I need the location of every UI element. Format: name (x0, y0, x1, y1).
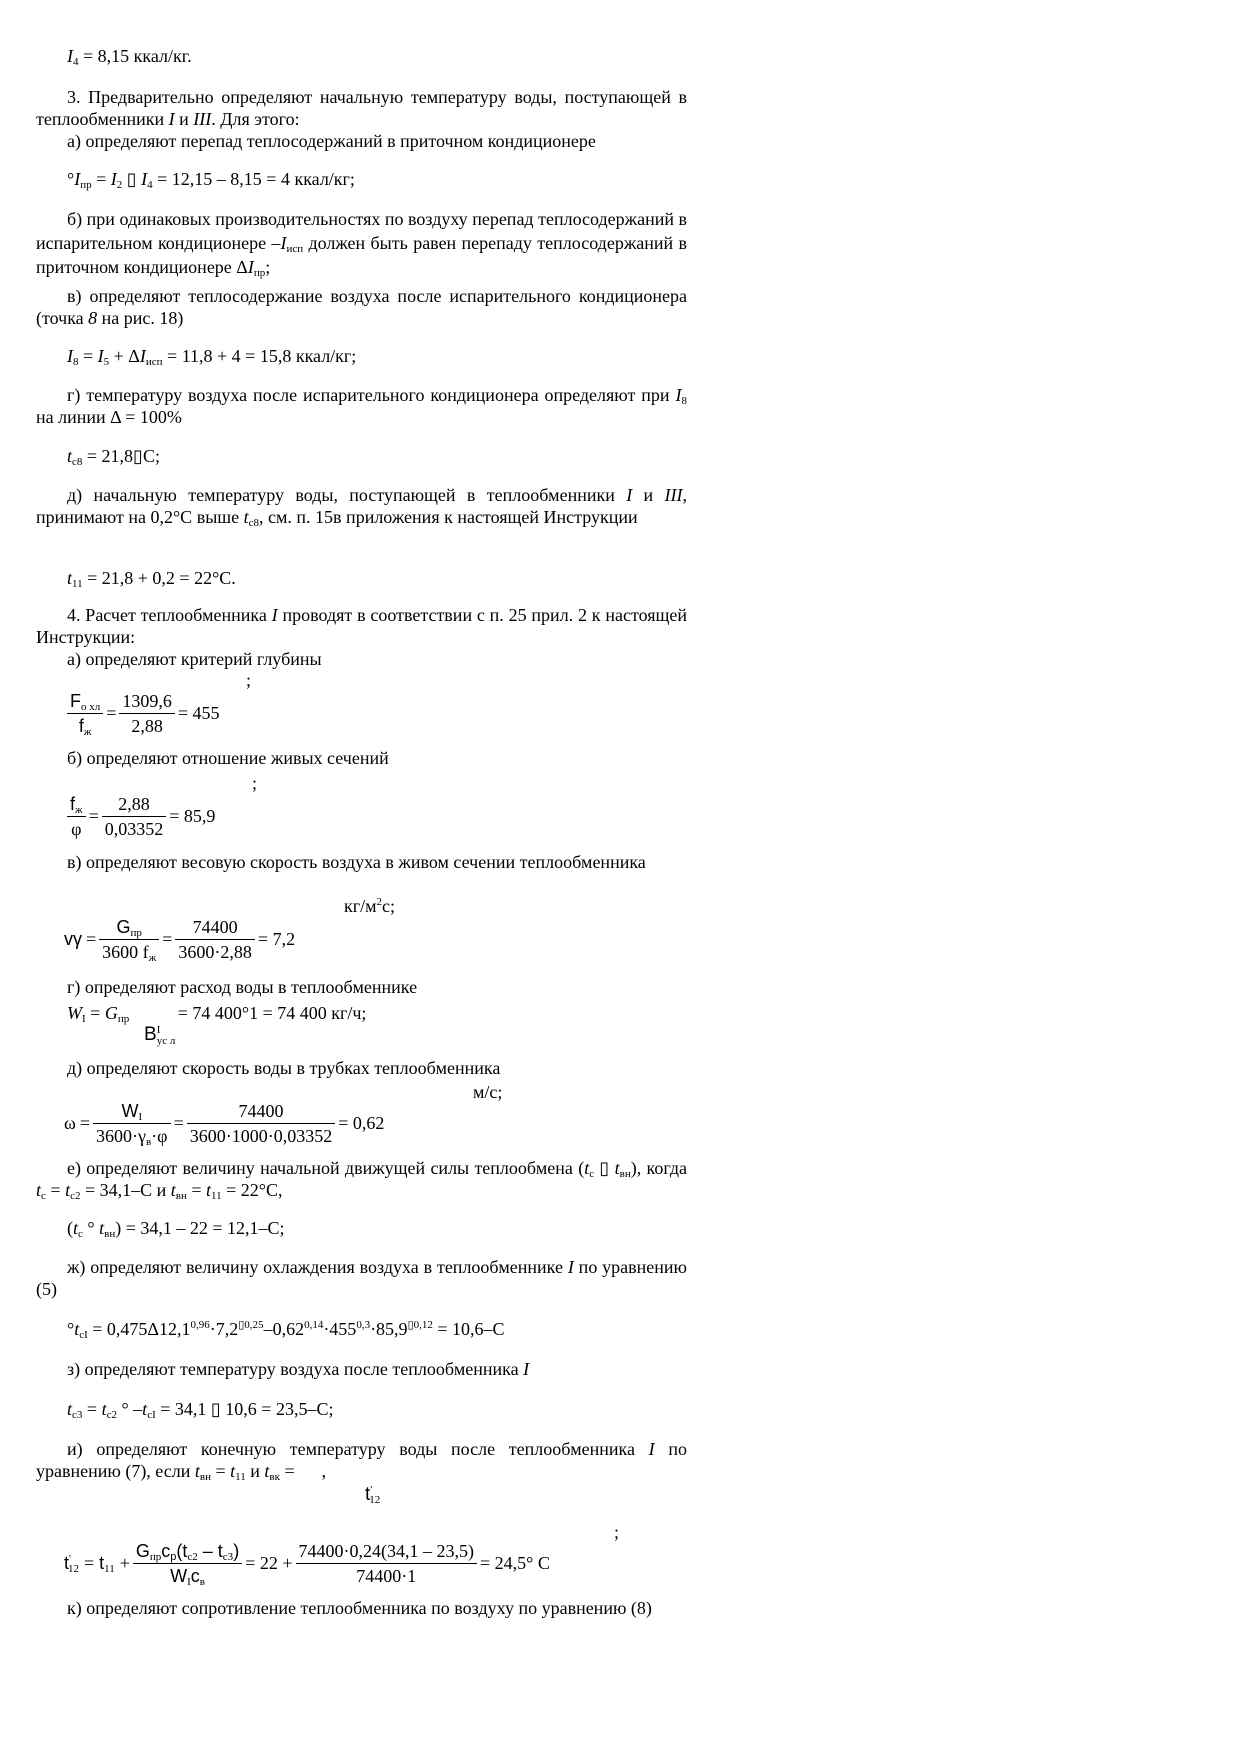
text: = 34,1–С и (80, 1180, 171, 1200)
t11 (99, 1553, 115, 1574)
roman-i: I (626, 485, 633, 505)
var-t: t (74, 1319, 80, 1339)
formula-air-cooling (67, 1318, 505, 1340)
formula-text: = 21,8 + 0,2 = 22°С. (82, 568, 236, 588)
var-f: f (78, 716, 84, 736)
var-f: F (70, 691, 81, 711)
sub: в (145, 1136, 152, 1148)
numerator (133, 1540, 242, 1564)
formula-text: = 8,15 ккал/кг. (78, 46, 192, 66)
sub: ж (75, 804, 83, 816)
formula-water-velocity (64, 1100, 384, 1147)
text: = 0,475Δ12,1 (87, 1319, 191, 1339)
text: проводят в соответствии с п. 25 прил. 2 к настоящей Инструкции: (36, 605, 687, 647)
sub: 11 (235, 1471, 246, 1483)
text: ), когда (630, 1158, 687, 1178)
text: и (174, 109, 194, 129)
exponent: 0,96 (190, 1319, 210, 1331)
sub: исп (286, 243, 304, 255)
exponent: ▯0,25 (238, 1319, 264, 1331)
denominator: 3600·1000·0,03352 (189, 1126, 333, 1146)
numerator (67, 793, 86, 817)
text: в) определяют теплосодержание воздуха после испарительного кондиционера (точка (36, 286, 687, 328)
var-i: I (67, 346, 73, 366)
text: г) температуру воздуха после испарительного кондиционера определяют при (67, 385, 676, 405)
paragraph-4e (36, 1157, 687, 1201)
text: (t (176, 1541, 188, 1561)
numerator (93, 1100, 171, 1124)
denominator (93, 1124, 171, 1147)
text: е) определяют величину начальной движущей силы теплообмена ( (67, 1158, 585, 1178)
paragraph-3a: а) определяют перепад теплосодержаний в приточном кондиционере (67, 131, 596, 151)
text: = (91, 169, 111, 189)
equals: = (88, 806, 99, 826)
paragraph-4g: г) определяют расход воды в теплообменнике (67, 977, 418, 997)
roman-iii: III (664, 485, 683, 505)
sub: c (41, 1190, 46, 1202)
fraction (119, 690, 175, 737)
sub: p (170, 1551, 177, 1563)
var-t: t (142, 1399, 148, 1419)
exponent: 0,14 (304, 1319, 324, 1331)
text: = (85, 1003, 105, 1023)
fraction (67, 793, 86, 840)
sub: 8 (73, 356, 79, 368)
sub: 2 (116, 179, 123, 191)
lhs: vγ (64, 929, 82, 949)
sub: в (199, 1576, 205, 1588)
var-i: I (74, 169, 81, 189)
roman-iii: III (193, 109, 212, 129)
sub: ж (148, 952, 157, 964)
paragraph-4b: б) определяют отношение живых сечений (67, 748, 389, 768)
numerator: 1309,6 (119, 690, 175, 714)
result: = 24,5° C (479, 1553, 550, 1573)
sub: c3 (72, 1409, 83, 1421)
sub: о хл (81, 701, 101, 713)
formula-final-water-temp (64, 1540, 550, 1587)
denominator: 74400·1 (356, 1566, 417, 1586)
formula-water-flow (67, 1002, 366, 1024)
denominator: 2,88 (131, 716, 163, 736)
result: = 85,9 (169, 806, 216, 826)
fraction (67, 690, 103, 737)
roman-i: I (567, 1257, 574, 1277)
var-t: t (101, 1399, 107, 1419)
var-i: I (110, 169, 117, 189)
var-w: W (67, 1003, 82, 1023)
formula-tc3 (67, 1398, 333, 1420)
result: = 0,62 (338, 1113, 385, 1133)
text: ·φ (151, 1126, 168, 1146)
formula-text: = 34,1 ▯ 10,6 = 23,5–С; (155, 1399, 334, 1419)
var-g: G (116, 917, 131, 937)
sub: cI (79, 1329, 88, 1341)
text: + Δ (109, 346, 140, 366)
sub: c (589, 1168, 595, 1180)
sub: 12 (369, 1494, 381, 1506)
sub: вн (199, 1471, 211, 1483)
text: д) начальную температуру воды, поступающей в теплообменники (67, 485, 627, 505)
var-t: t (365, 1484, 371, 1505)
text: – t (197, 1541, 223, 1561)
text: 3600 f (102, 942, 149, 962)
sub: пр (130, 927, 142, 939)
sub: c (78, 1228, 83, 1240)
fraction (133, 1540, 242, 1587)
text: = , (279, 1461, 327, 1481)
equals: = (86, 929, 97, 949)
formula-text: ) = 34,1 – 22 = 12,1–С; (115, 1218, 285, 1238)
sub: исп (145, 356, 163, 368)
formula-i8 (67, 345, 356, 367)
var-i: I (141, 169, 148, 189)
lhs (64, 1553, 79, 1574)
sub: пр (149, 1551, 162, 1563)
sub: c8 (248, 517, 260, 529)
equals: = (79, 1113, 91, 1133)
paragraph-4i (36, 1438, 687, 1482)
result: = 455 (177, 703, 220, 723)
sub: пр (117, 1013, 130, 1025)
text: и (632, 485, 665, 505)
text: = (78, 346, 98, 366)
sub: I (187, 1576, 191, 1588)
var-w: W (170, 1566, 188, 1586)
denominator (167, 1564, 208, 1587)
text: , см. п. 15в приложения к настоящей Инструкции (259, 507, 638, 527)
numerator (67, 690, 103, 714)
var-c: c (161, 1541, 171, 1561)
text: кг/м (344, 896, 377, 916)
denominator: 3600·2,88 (178, 942, 252, 962)
paragraph-3g (36, 384, 687, 428)
sub: 4 (147, 179, 153, 191)
var-i: I (139, 346, 146, 366)
text: 4. Расчет теплообменника (67, 605, 272, 625)
text: = (82, 1399, 102, 1419)
text: з) определяют температуру воздуха после теплообменника (67, 1359, 524, 1379)
sub: c8 (72, 456, 83, 468)
text: ж) определяют величину охлаждения воздуха в теплообменнике (67, 1257, 568, 1277)
paragraph-4d: д) определяют скорость воды в трубках теплообменника (67, 1058, 501, 1078)
exponent: 0,3 (356, 1319, 371, 1331)
text: 3600·γ (96, 1126, 146, 1146)
var-t: t (264, 1461, 270, 1481)
text: = 22 + (245, 1553, 293, 1573)
text: –0,62 (263, 1319, 305, 1339)
formula-text: = 10,6–С (432, 1319, 505, 1339)
text: по уравнению (5) (36, 1257, 687, 1299)
exponent: ▯0,12 (407, 1319, 433, 1331)
b-usl-label (144, 1024, 175, 1047)
t12-prime-label (365, 1484, 380, 1506)
fraction (102, 793, 167, 840)
lhs: ω (64, 1113, 76, 1133)
fraction (296, 1540, 477, 1587)
text: б) при одинаковых производительностях по воздуху перепад теплосодержаний в испарительном кондиционере – (36, 209, 687, 253)
semicolon: ; (614, 1522, 620, 1542)
symbol: ° (67, 1319, 75, 1339)
fraction (99, 916, 159, 963)
formula-driving-force (67, 1217, 285, 1239)
prime: ' (370, 1485, 373, 1496)
var-t: t (67, 568, 73, 588)
text: на линии Δ = 100% (36, 407, 182, 427)
semicolon: ; (252, 773, 258, 793)
text: ·7,2 (209, 1319, 239, 1339)
fraction (175, 916, 255, 963)
formula-text: = 12,15 – 8,15 = 4 ккал/кг; (152, 169, 355, 189)
sub: вк (269, 1471, 280, 1483)
text: ° – (116, 1399, 143, 1419)
sub: вн (104, 1228, 116, 1240)
text: ( (67, 1218, 73, 1238)
var-t: t (36, 1180, 42, 1200)
paragraph-4v: в) определяют весовую скорость воздуха в живом сечении теплообменника (67, 852, 646, 872)
numerator: 74400 (175, 916, 255, 940)
text: = 22°С, (221, 1180, 283, 1200)
var-g: G (104, 1003, 118, 1023)
sub: 12 (67, 1563, 79, 1575)
var-g: G (135, 1541, 150, 1561)
formula-i4 (67, 45, 192, 67)
var-b: B (144, 1024, 157, 1045)
var-i: I (675, 385, 682, 405)
unit-label: м/с; (473, 1082, 503, 1102)
sub: вн (175, 1190, 187, 1202)
sub: пр (253, 267, 266, 279)
sub: 11 (104, 1563, 115, 1575)
var-t: t (99, 1218, 105, 1238)
text: ·455 (323, 1319, 357, 1339)
roman-i: I (168, 109, 175, 129)
text: 3. Предварительно определяют начальную температуру воды, поступающей в теплообменники (36, 87, 687, 129)
text: с; (382, 896, 396, 916)
result: = 7,2 (257, 929, 296, 949)
paragraph-3 (36, 86, 687, 130)
sub: c2 (106, 1409, 117, 1421)
point-number: 8 (88, 308, 98, 328)
var-t: t (614, 1158, 620, 1178)
roman-i: I (648, 1439, 655, 1459)
text: по уравнению (7), если (36, 1439, 688, 1481)
var-t: t (67, 1399, 73, 1419)
var-t: t (230, 1461, 236, 1481)
sub: 11 (72, 578, 83, 590)
missing-glyph: ▯ (594, 1158, 615, 1178)
sub: пр (80, 179, 92, 191)
fraction (187, 1100, 336, 1147)
var-t: t (194, 1461, 200, 1481)
var-t: t (170, 1180, 176, 1200)
var-t: t (65, 1180, 71, 1200)
var-t: t (243, 507, 249, 527)
sub: 8 (681, 395, 687, 407)
formula-section-ratio (64, 793, 215, 840)
var-i: I (67, 46, 73, 66)
var-t: t (206, 1180, 212, 1200)
equals: = (83, 1553, 95, 1573)
var-t: t (584, 1158, 590, 1178)
text: ·85,9 (370, 1319, 408, 1339)
denominator (99, 940, 159, 963)
sub: ж (83, 726, 92, 738)
var-i: I (97, 346, 104, 366)
text: ) (233, 1541, 240, 1561)
text: ° (82, 1218, 100, 1238)
equals: = (106, 703, 117, 723)
formula-depth-criterion (64, 690, 220, 737)
text: и) определяют конечную температуру воды после теплообменника (67, 1439, 649, 1459)
fraction (93, 1100, 171, 1147)
sup: 2 (376, 896, 383, 908)
roman-i: I (271, 605, 278, 625)
var-t: t (64, 1553, 70, 1573)
denominator (76, 714, 95, 737)
var-t: t (99, 1553, 105, 1573)
sub: cI (147, 1409, 156, 1421)
symbol: ° (67, 169, 75, 189)
formula-delta-i-pr (67, 168, 355, 190)
text: = (186, 1180, 207, 1200)
missing-glyph: ▯ (122, 169, 142, 189)
sub: 4 (73, 56, 79, 68)
sub: 11 (211, 1190, 222, 1202)
formula-t11 (67, 567, 236, 589)
var-t: t (73, 1218, 79, 1238)
text: на рис. 18) (97, 308, 184, 328)
sub: c2 (70, 1190, 81, 1202)
formula-tc8 (67, 445, 160, 467)
paragraph-4 (36, 604, 687, 648)
denominator: 0,03352 (104, 819, 164, 839)
plus: + (119, 1553, 130, 1573)
paragraph-4k: к) определяют сопротивление теплообменника по воздуху по уравнению (8) (67, 1598, 652, 1618)
var-c: c (190, 1566, 200, 1586)
text: ; (265, 257, 271, 277)
sub: 5 (103, 356, 110, 368)
paragraph-4a: а) определяют критерий глубины (67, 649, 322, 669)
text: . Для этого: (211, 109, 300, 129)
prime: ' (69, 1554, 71, 1565)
sub: I (82, 1013, 86, 1025)
formula-text: = 11,8 + 4 = 15,8 ккал/кг; (162, 346, 357, 366)
numerator: 74400 (187, 1100, 336, 1124)
paragraph-4z (36, 1358, 687, 1380)
var-f: f (70, 794, 76, 814)
sub: I (138, 1111, 143, 1123)
var-w: W (121, 1101, 139, 1121)
equals: = (162, 929, 173, 949)
paragraph-3d (36, 484, 687, 528)
sub: c3 (222, 1551, 234, 1563)
paragraph-3v (36, 285, 687, 329)
denominator: φ (71, 819, 82, 839)
formula-text: = 74 400°1 = 74 400 кг/ч; (173, 1003, 367, 1023)
text: = (210, 1461, 231, 1481)
numerator: 2,88 (102, 793, 167, 817)
paragraph-4zh (36, 1256, 687, 1300)
numerator (99, 916, 159, 940)
text: должен быть равен перепаду теплосодержаний в приточном кондиционере Δ (36, 233, 687, 277)
formula-air-mass-velocity (64, 916, 295, 963)
var-i: I (280, 233, 287, 253)
sub: вн (619, 1168, 631, 1180)
numerator: 74400·0,24(34,1 – 23,5) (296, 1540, 477, 1564)
text: = (45, 1180, 66, 1200)
formula-text: = 21,8▯C; (82, 446, 160, 466)
sup: I (156, 1024, 161, 1036)
unit-label (344, 896, 395, 917)
roman-i: I (523, 1359, 530, 1379)
var-i: I (247, 257, 254, 277)
text: и (245, 1461, 265, 1481)
paragraph-3b (36, 207, 687, 279)
semicolon: ; (246, 670, 252, 690)
sub: c2 (187, 1551, 198, 1563)
sub: ус л (156, 1035, 176, 1047)
equals: = (173, 1113, 184, 1133)
text: , принимают на 0,2°С выше (36, 485, 687, 527)
var-t: t (67, 446, 73, 466)
